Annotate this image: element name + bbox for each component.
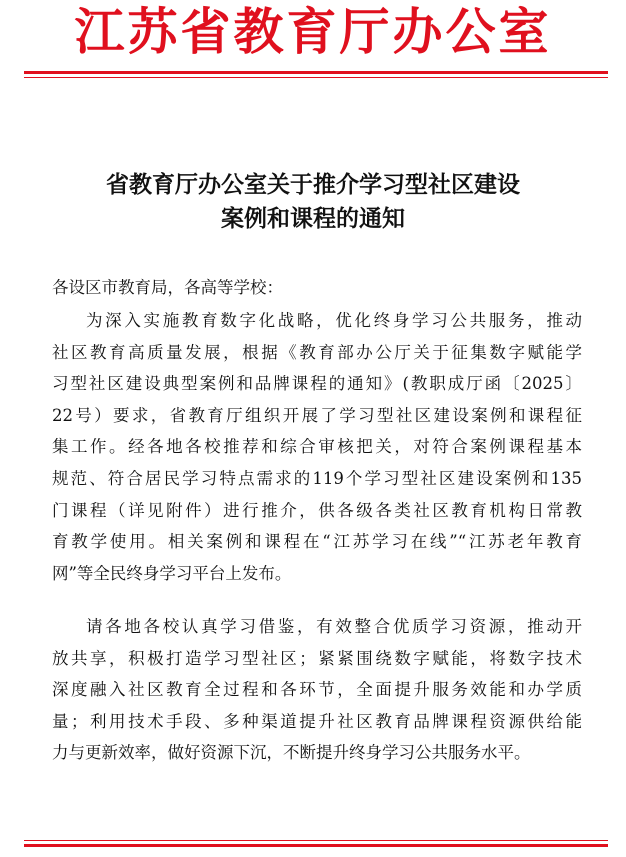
paragraph-line: 请各地各校认真学习借鉴，有效整合优质学习资源，推动开 xyxy=(86,617,582,636)
paragraph-line: 量；利用技术手段、多种渠道提升社区教育品牌课程资源供给能 xyxy=(52,711,582,731)
body-paragraph-1 xyxy=(52,305,582,589)
paragraph-line: 门课程（详见附件）进行推介，供各级各类社区教育机构日常教 xyxy=(52,500,582,520)
footer-divider-thick xyxy=(24,844,608,847)
paragraph-line: 深度融入社区教育全过程和各环节，全面提升服务效能和办学质 xyxy=(52,680,582,700)
paragraph-line: 力与更新效率，做好资源下沉，不断提升终身学习公共服务水平。 xyxy=(52,743,531,763)
paragraph-line: 22号）要求，省教育厅组织开展了学习型社区建设案例和课程征 xyxy=(52,405,582,425)
paragraph-line: 社区教育高质量发展，根据《教育部办公厅关于征集数字赋能学 xyxy=(52,342,582,362)
paragraph-line: 集工作。经各地各校推荐和综合审核把关，对符合案例课程基本 xyxy=(52,437,582,457)
paragraph-line: 习型社区建设典型案例和品牌课程的通知》(教职成厅函〔2025〕 xyxy=(52,374,582,394)
document-title-line-1: 省教育厅办公室关于推介学习型社区建设 xyxy=(106,171,520,198)
paragraph-line: 规范、符合居民学习特点需求的119个学习型社区建设案例和135 xyxy=(52,468,582,488)
paragraph-line: 放共享，积极打造学习型社区；紧紧围绕数字赋能，将数字技术 xyxy=(52,648,582,668)
salutation: 各设区市教育局，各高等学校： xyxy=(52,278,283,297)
letterhead-divider-thick xyxy=(24,71,608,74)
letterhead-title: 江苏省教育厅办公室 xyxy=(74,3,552,61)
footer-divider-thin xyxy=(24,840,608,841)
paragraph-line: 为深入实施教育数字化战略，优化终身学习公共服务，推动 xyxy=(86,311,582,330)
paragraph-line: 育教学使用。相关案例和课程在“江苏学习在线”“江苏老年教育 xyxy=(52,532,582,552)
document-title-line-2: 案例和课程的通知 xyxy=(221,205,405,232)
document-title xyxy=(40,168,586,236)
body-paragraph-2 xyxy=(52,611,582,769)
letterhead-divider-thin xyxy=(24,77,608,78)
paragraph-line: 网”等全民终身学习平台上发布。 xyxy=(52,563,292,583)
